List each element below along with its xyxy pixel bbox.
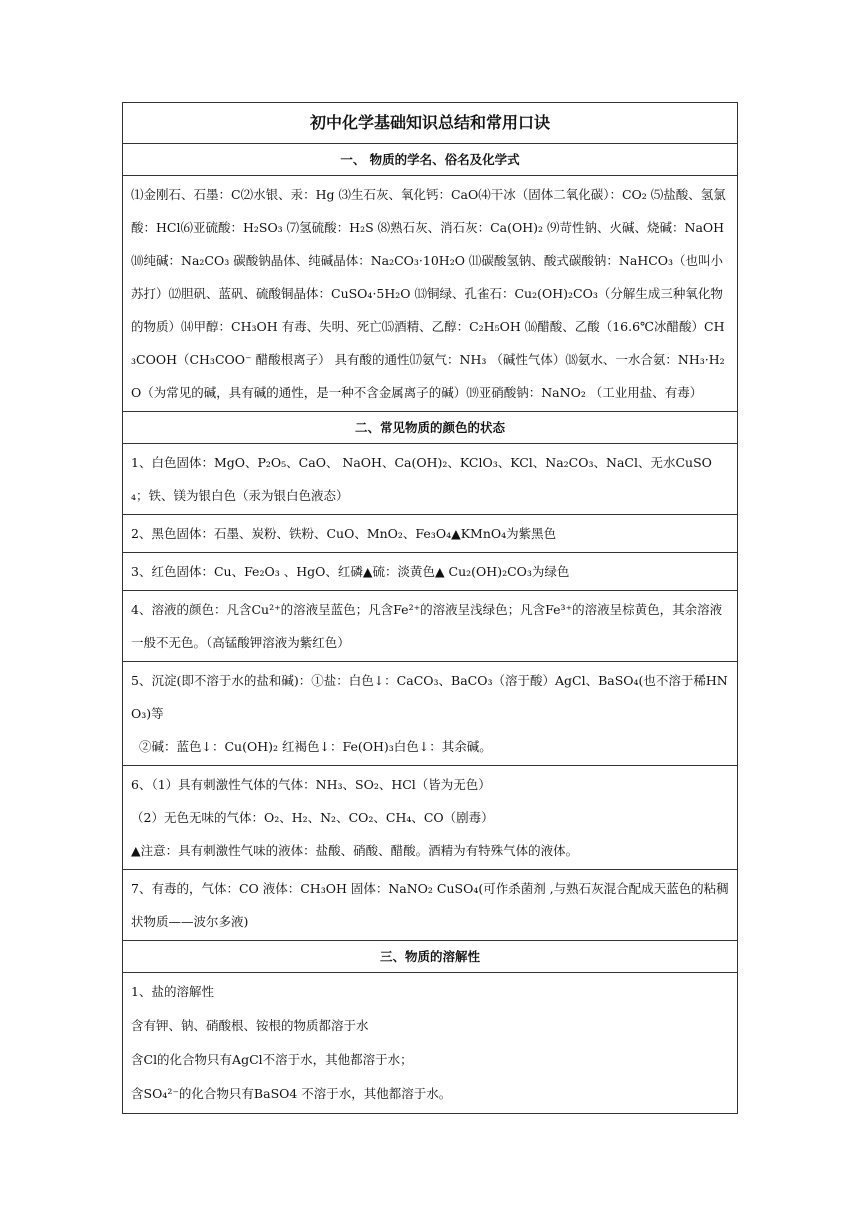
section-1-heading: 一、 物质的学名、俗名及化学式 (123, 144, 738, 176)
section-1-text: ⑴金刚石、石墨：C⑵水银、汞：Hg ⑶生石灰、氧化钙：CaO⑷干冰（固体二氧化碳）：CO₂ ⑸盐酸、氢氯酸：HCl⑹亚硫酸：H₂SO₃ ⑺氢硫酸：H₂S ⑻熟石灰、消石灰：Ca(OH)₂ ⑼苛性钠、火碱、烧碱：NaOH ⑽纯碱：Na₂CO₃ 碳酸钠晶体、纯碱晶体：Na₂CO₃·10H₂O ⑾碳酸氢钠、酸式碳酸钠：NaHCO₃（也叫小苏打）⑿胆矾、蓝矾、硫酸铜晶体：CuSO₄·5H₂O ⒀铜绿、孔雀石：Cu₂(OH)₂CO₃（分解生成三种氧化物的物质）⒁甲醇：CH₃OH 有毒、失明、死亡⒂酒精、乙醇：C₂H₅OH ⒃醋酸、乙酸（16.6℃冰醋酸）CH₃COOH（CH₃COO⁻ 醋酸根离子） 具有酸的通性⒄氨气：NH₃ （碱性气体）⒅氨水、一水合氨：NH₃·H₂O（为常见的碱，具有碱的通性，是一种不含金属离子的碱）⒆亚硝酸钠：NaNO₂ （工业用盐、有毒） (123, 176, 738, 412)
color-item-2: 2、黑色固体：石墨、炭粉、铁粉、CuO、MnO₂、Fe₃O₄▲KMnO₄为紫黑色 (123, 515, 738, 553)
solubility-line-3: 含Cl的化合物只有AgCl不溶于水，其他都溶于水； (131, 1052, 413, 1067)
knowledge-table (122, 102, 738, 1114)
section-2-heading: 二、常见物质的颜色的状态 (123, 412, 738, 444)
pungent-liquids-note: ▲注意：具有刺激性气味的液体：盐酸、硝酸、醋酸。酒精为有特殊气体的液体。 (131, 843, 579, 858)
color-item-3: 3、红色固体：Cu、Fe₂O₃ 、HgO、红磷▲硫：淡黄色▲ Cu₂(OH)₂CO₃为绿色 (123, 553, 738, 591)
document-title: 初中化学基础知识总结和常用口诀 (123, 103, 738, 144)
color-item-5 (123, 662, 738, 766)
solubility-line-4: 含SO₄²⁻的化合物只有BaSO4 不溶于水，其他都溶于水。 (131, 1086, 452, 1101)
precipitate-bases: ②碱：蓝色↓：Cu(OH)₂ 红褐色↓：Fe(OH)₃白色↓：其余碱。 (139, 739, 492, 754)
color-item-6 (123, 766, 738, 870)
color-item-7: 7、有毒的，气体：CO 液体：CH₃OH 固体：NaNO₂ CuSO₄(可作杀菌剂 ,与熟石灰混合配成天蓝色的粘稠状物质——波尔多液) (123, 870, 738, 941)
color-item-1: 1、白色固体：MgO、P₂O₅、CaO、 NaOH、Ca(OH)₂、KClO₃、KCl、Na₂CO₃、NaCl、无水CuSO₄；铁、镁为银白色（汞为银白色液态） (123, 444, 738, 515)
pungent-gases: 6、（1）具有刺激性气体的气体：NH₃、SO₂、HCl（皆为无色） (131, 777, 491, 792)
solubility-block (123, 973, 738, 1114)
solubility-line-1: 1、盐的溶解性 (131, 984, 214, 999)
color-item-4: 4、溶液的颜色：凡含Cu²⁺的溶液呈蓝色；凡含Fe²⁺的溶液呈浅绿色；凡含Fe³⁺的溶液呈棕黄色，其余溶液一般不无色。（高锰酸钾溶液为紫红色） (123, 591, 738, 662)
precipitate-salts: 5、沉淀(即不溶于水的盐和碱)：①盐：白色↓：CaCO₃、BaCO₃（溶于酸）AgCl、BaSO₄(也不溶于稀HNO₃)等 (131, 673, 728, 721)
odorless-gases: （2）无色无味的气体：O₂、H₂、N₂、CO₂、CH₄、CO（剧毒） (131, 810, 494, 825)
solubility-line-2: 含有钾、钠、硝酸根、铵根的物质都溶于水 (131, 1018, 369, 1033)
section-3-heading: 三、物质的溶解性 (123, 941, 738, 973)
